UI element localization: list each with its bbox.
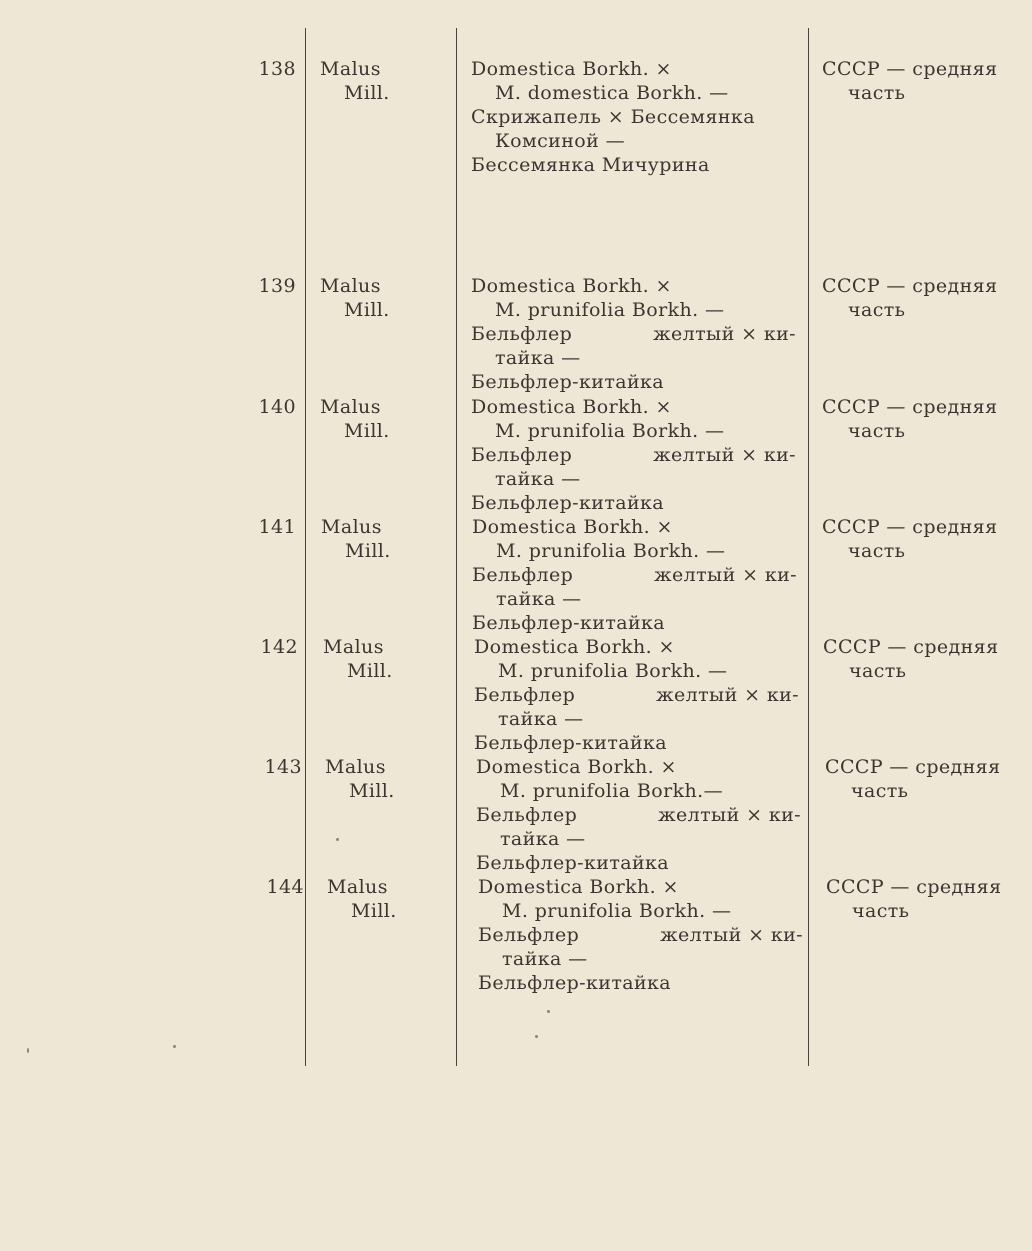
cross-line: M. prunifolia Borkh. — [495,420,725,442]
cross-line: тайка — [502,948,588,970]
region-line: СССР — средняя [822,275,998,297]
genus-name: Malus [320,275,381,297]
entry-number: 138 [258,58,296,80]
cross-word: Бельфлер [478,924,580,946]
entry-genus [320,57,450,105]
genus-author: Mill. [345,540,391,562]
cross-line: Бельфлер-китайка [471,492,665,514]
entry-cross [476,755,816,875]
entry-region [823,635,1032,683]
genus-author: Mill. [347,660,393,682]
cross-line: тайка — [495,347,581,369]
cross-line [474,683,799,707]
genus-author: Mill. [349,780,395,802]
entry-region [826,875,1032,923]
cross-line: Domestica Borkh. × [474,636,675,658]
entry-cross [472,515,812,635]
entry-region [825,755,1032,803]
cross-word: желтый × ки- [653,444,796,466]
genus-author: Mill. [344,299,390,321]
region-line: часть [848,540,906,562]
region-line: часть [848,299,906,321]
cross-word: желтый × ки- [656,684,799,706]
cross-line: M. prunifolia Borkh. — [496,540,726,562]
cross-line: Бельфлер-китайка [471,371,665,393]
cross-line: M. domestica Borkh. — [495,82,729,104]
cross-line: Комсиной — [495,130,626,152]
entry-cross [478,875,818,995]
entry-genus [321,515,451,563]
cross-word: Бельфлер [471,323,573,345]
cross-word: Бельфлер [471,444,573,466]
cross-word: Бельфлер [476,804,578,826]
genus-author: Mill. [344,82,390,104]
entry-region [822,57,1032,105]
cross-line: Бельфлер-китайка [472,612,666,634]
region-line: СССР — средняя [822,396,998,418]
cross-line: M. prunifolia Borkh.— [500,780,723,802]
cross-line: Бельфлер-китайка [474,732,668,754]
entry-genus [320,274,450,322]
region-line: часть [852,900,910,922]
genus-name: Malus [323,636,384,658]
entry-region [822,395,1032,443]
genus-name: Malus [320,58,381,80]
entry-number: 141 [258,516,296,538]
entry-cross [471,57,811,177]
cross-word: желтый × ки- [660,924,803,946]
genus-author: Mill. [351,900,397,922]
region-line: СССР — средняя [822,516,998,538]
paper-speck [547,1010,550,1013]
cross-line: Domestica Borkh. × [471,275,672,297]
cross-line: Domestica Borkh. × [478,876,679,898]
paper-speck [535,1035,538,1038]
region-line: часть [849,660,907,682]
cross-line [471,443,796,467]
entry-number: 142 [260,636,298,658]
cross-word: желтый × ки- [654,564,797,586]
cross-word: Бельфлер [474,684,576,706]
genus-name: Malus [325,756,386,778]
genus-name: Malus [320,396,381,418]
paper-speck [336,838,339,841]
cross-line: Бессемянка Мичурина [471,154,710,176]
entry-genus [327,875,457,923]
cross-line [478,923,803,947]
genus-name: Malus [321,516,382,538]
cross-line: M. prunifolia Borkh. — [502,900,732,922]
entry-region [822,515,1032,563]
paper-speck [27,1048,29,1053]
genus-name: Malus [327,876,388,898]
entry-number: 140 [258,396,296,418]
paper-speck [173,1045,176,1048]
region-line: СССР — средняя [823,636,999,658]
cross-line: тайка — [495,468,581,490]
entry-genus [325,755,455,803]
cross-line: Domestica Borkh. × [471,396,672,418]
entry-cross [474,635,814,755]
region-line: СССР — средняя [822,58,998,80]
cross-line: M. prunifolia Borkh. — [495,299,725,321]
cross-word: Бельфлер [472,564,574,586]
cross-line: Бельфлер-китайка [478,972,672,994]
region-line: СССР — средняя [826,876,1002,898]
cross-line [472,563,797,587]
cross-line: тайка — [496,588,582,610]
entry-cross [471,274,811,394]
cross-line [471,322,796,346]
entry-region [822,274,1032,322]
entry-number: 139 [258,275,296,297]
cross-line: Domestica Borkh. × [472,516,673,538]
cross-line: тайка — [500,828,586,850]
column-rule-1 [305,28,306,1066]
cross-word: желтый × ки- [658,804,801,826]
region-line: часть [848,420,906,442]
region-line: часть [848,82,906,104]
entry-genus [323,635,453,683]
cross-line: Скрижапель × Бессемянка [471,106,755,128]
cross-word: желтый × ки- [653,323,796,345]
region-line: СССР — средняя [825,756,1001,778]
cross-line [476,803,801,827]
entry-number: 144 [266,876,304,898]
entry-cross [471,395,811,515]
cross-line: Бельфлер-китайка [476,852,670,874]
entry-number: 143 [264,756,302,778]
cross-line: M. prunifolia Borkh. — [498,660,728,682]
cross-line: Domestica Borkh. × [476,756,677,778]
cross-line: тайка — [498,708,584,730]
region-line: часть [851,780,909,802]
genus-author: Mill. [344,420,390,442]
entry-genus [320,395,450,443]
cross-line: Domestica Borkh. × [471,58,672,80]
